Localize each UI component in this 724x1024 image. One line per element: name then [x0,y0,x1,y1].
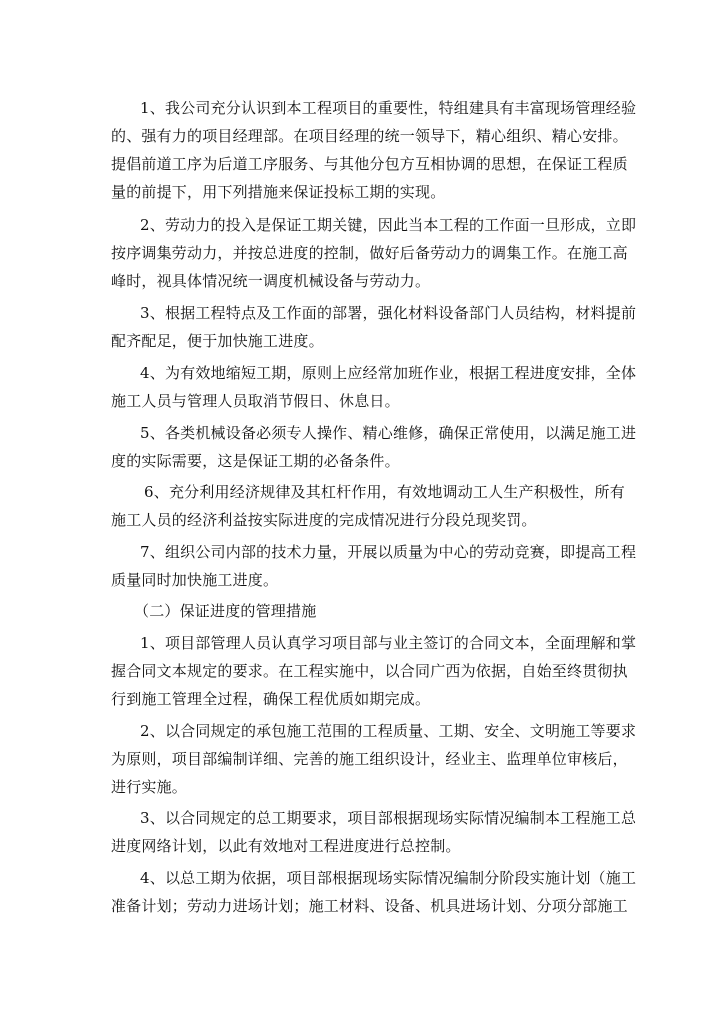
paragraph-line: 进行实施。 [111,778,188,796]
paragraph-line: 6、充分利用经济规律及其杠杆作用，有效地调动工人生产积极性，所有 [144,483,625,501]
section-heading-text: （二）保证进度的管理措施 [134,602,317,620]
paragraph-line: 配齐配足，便于加快施工进度。 [111,332,324,350]
paragraph-line: 按序调集劳动力，并按总进度的控制，做好后备劳动力的调集工作。在施工高 [111,244,628,262]
paragraph-line: 2、以合同规定的承包施工范围的工程质量、工期、安全、文明施工等要求 [140,722,637,740]
paragraph-line: 量的前提下，用下列措施来保证投标工期的实现。 [111,183,446,201]
paragraph-line: 3、以合同规定的总工期要求，项目部根据现场实际情况编制本工程施工总 [140,809,637,827]
paragraph-line: 提倡前道工序为后道工序服务、与其他分包方互相协调的思想，在保证工程质 [111,155,628,173]
paragraph-line: 3、根据工程特点及工作面的部署，强化材料设备部门人员结构，材料提前 [140,304,637,322]
paragraph-line: 4、为有效地缩短工期，原则上应经常加班作业，根据工程进度安排，全体 [140,364,637,382]
paragraph-line: 进度网络计划，以此有效地对工程进度进行总控制。 [111,837,461,855]
paragraph-line: 峰时，视具体情况统一调度机械设备与劳动力。 [111,272,431,290]
paragraph-line: 度的实际需要，这是保证工期的必备条件。 [111,452,400,470]
paragraph-line: 为原则，项目部编制详细、完善的施工组织设计，经业主、监理单位审核后， [111,750,628,768]
paragraph-line: 质量同时加快施工进度。 [111,571,279,589]
paragraph-line: 2、劳动力的投入是保证工期关键，因此当本工程的工作面一旦形成，立即 [140,216,637,234]
paragraph-line: 握合同文本规定的要求。在工程实施中，以合同广西为依据，自始至终贯彻执 [111,662,628,680]
paragraph-line: 1、项目部管理人员认真学习项目部与业主签订的合同文本，全面理解和掌 [140,634,637,652]
paragraph-line: 1、我公司充分认识到本工程项目的重要性，特组建具有丰富现场管理经验 [140,99,637,117]
paragraph-line: 4、以总工期为依据，项目部根据现场实际情况编制分阶段实施计划（施工 [140,869,637,887]
paragraph-line: 准备计划；劳动力进场计划；施工材料、设备、机具进场计划、分项分部施工 [111,897,628,915]
paragraph-line: 行到施工管理全过程，确保工程优质如期完成。 [111,690,431,708]
paragraph-line: 5、各类机械设备必须专人操作、精心维修，确保正常使用，以满足施工进 [140,424,637,442]
paragraph-line: 7、组织公司内部的技术力量，开展以质量为中心的劳动竞赛，即提高工程 [140,543,637,561]
paragraph-line: 的、强有力的项目经理部。在项目经理的统一领导下，精心组织、精心安排。 [111,127,628,145]
paragraph-line: 施工人员与管理人员取消节假日、休息日。 [111,392,400,410]
paragraph-line: 施工人员的经济利益按实际进度的完成情况进行分段兑现奖罚。 [111,511,537,529]
